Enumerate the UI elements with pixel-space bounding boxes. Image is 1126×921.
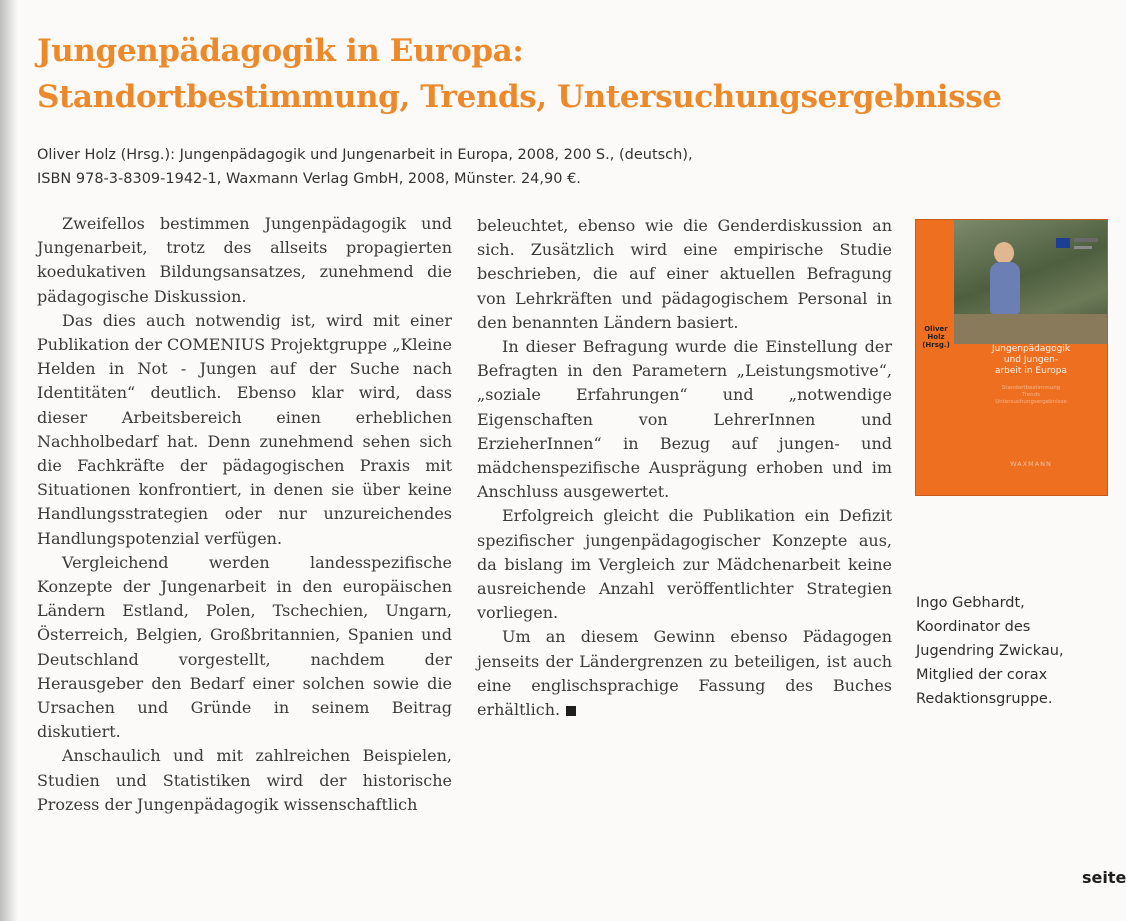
author-org: Jugendring Zwickau, — [916, 643, 1064, 659]
paragraph-text: Um an diesem Gewinn ebenso Pädagogen jenseits der Ländergrenzen zu beteiligen, ist auch eine englischsprachige Fassung des Buches erhältlich. — [477, 627, 892, 720]
cover-title-line: arbeit in Europa — [994, 366, 1068, 376]
cover-logos — [1056, 232, 1102, 262]
body-column-right — [477, 214, 892, 722]
eu-flag-icon — [1056, 238, 1070, 248]
cover-editor-name: Oliver Holz — [924, 325, 948, 341]
sokrates-logo-icon — [1074, 238, 1098, 242]
paragraph: In dieser Befragung wurde die Einstellung der Befragten in den Parametern „Leistungsmotive“, „soziale Erfahrungen“ und „notwendige Eigenschaften von LehrerInnen und ErzieherInnen“ in Bezug auf jungen- und mädchenspezifische Ausprägung erhoben und im Anschluss ausgewertet. — [477, 337, 892, 502]
author-note — [916, 591, 1064, 711]
page-footer-label: seite — [1082, 868, 1126, 887]
title-line-1: Jungenpädagogik in Europa: — [37, 33, 524, 69]
author-group: Redaktionsgruppe. — [916, 691, 1053, 707]
paragraph: Das dies auch notwendig ist, wird mit einer Publikation der COMENIUS Projektgruppe „Kleine Helden in Not - Jungen auf der Suche nach Identitäten“ deutlich. Ebenso klar wird, dass dieser Arbeitsbereich einen erheblichen Nachholbedarf hat. Denn zunehmend sehen sich die Fachkräfte der pädagogischen Praxis mit Situationen konfrontiert, in denen sie über keine Handlungsstrategien oder nur unzureichendes Handlungspotenzial verfügen. — [37, 310, 452, 548]
end-mark-icon — [566, 706, 576, 716]
cover-title — [956, 344, 1106, 377]
cover-publisher: WAXMANN — [1010, 460, 1052, 468]
paragraph-last — [477, 625, 892, 722]
paragraph: Vergleichend werden landesspezifische Konzepte der Jungenarbeit in den europäischen Ländern Estland, Polen, Tschechien, Ungarn, Österreich, Belgien, Großbritannien, Spanien und Deutschland vorgestellt, nachdem der Herausgeber den Bedarf einer solchen sowie die Ursachen und Gründe in seinem Beitrag diskutiert. — [37, 552, 452, 742]
book-citation — [37, 143, 693, 191]
author-membership: Mitglied der corax — [916, 667, 1048, 683]
page-gutter-shadow — [0, 0, 18, 921]
cover-title-line: Jungenpädagogik — [991, 344, 1071, 354]
cover-subtitle-line: Standortbestimmung — [1001, 385, 1061, 391]
comenius-logo-icon — [1074, 246, 1092, 249]
cover-subtitle-line: Untersuchungsergebnisse — [995, 399, 1067, 405]
cover-photo-head — [994, 242, 1014, 264]
book-cover-image — [915, 219, 1108, 496]
cover-photo-body — [990, 262, 1020, 314]
paragraph-continued: beleuchtet, ebenso wie die Genderdiskussion an sich. Zusätzlich wird eine empirische Studie beschrieben, die auf einer aktuellen Befragung von Lehrkräften und pädagogischem Personal in den benannten Ländern basiert. — [477, 216, 892, 332]
article-title — [37, 28, 1002, 120]
paragraph: Erfolgreich gleicht die Publikation ein Defizit spezifischer jungenpädagogischer Konzepte aus, da bislang im Vergleich zur Mädchenarbeit keine ausreichende Anzahl veröffentlichter Strategien vorliegen. — [477, 506, 892, 623]
citation-line-1: Oliver Holz (Hrsg.): Jungenpädagogik und Jungenarbeit in Europa, 2008, 200 S., (deutsch), — [37, 147, 693, 163]
cover-editor — [918, 325, 954, 349]
author-role: Koordinator des — [916, 619, 1031, 635]
paragraph: Zweifellos bestimmen Jungenpädagogik und Jungenarbeit, trotz des allseits propagierten koedukativen Bildungsansatzes, zunehmend die pädagogische Diskussion. — [37, 214, 452, 306]
cover-title-line: und Jungen- — [1003, 355, 1059, 365]
author-name: Ingo Gebhardt, — [916, 595, 1025, 611]
paragraph: Anschaulich und mit zahlreichen Beispielen, Studien und Statistiken wird der historische Prozess der Jungenpädagogik wissenschaftlich — [37, 746, 452, 814]
title-line-2: Standortbestimmung, Trends, Untersuchungsergebnisse — [37, 79, 1002, 115]
cover-editor-role: (Hrsg.) — [922, 341, 950, 349]
cover-photo-wall — [954, 314, 1107, 344]
cover-subtitle-line: Trends — [1022, 392, 1040, 398]
citation-line-2: ISBN 978-3-8309-1942-1, Waxmann Verlag GmbH, 2008, Münster. 24,90 €. — [37, 171, 581, 187]
body-column-left — [37, 212, 452, 817]
cover-subtitle — [956, 385, 1106, 406]
